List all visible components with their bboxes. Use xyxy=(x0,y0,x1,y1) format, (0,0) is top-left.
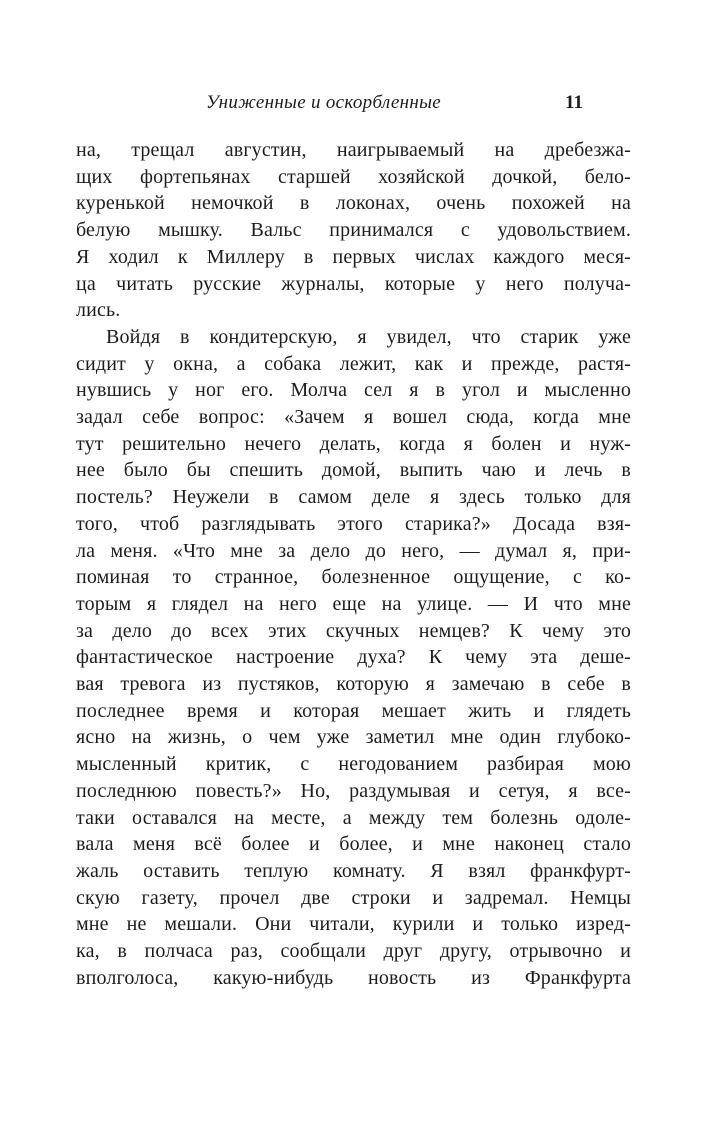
paragraph xyxy=(76,324,631,992)
text-line: Я ходил к Миллеру в первых числах каждого меся- xyxy=(76,245,631,268)
text-line: вала меня всё более и более, и мне наконец стало xyxy=(76,833,631,856)
text-line: белую мышку. Вальс принимался с удовольствием. xyxy=(76,219,631,242)
book-title: Униженные и оскорбленные xyxy=(206,92,441,113)
text-line: ла меня. «Что мне за дело до него, — думал я, при- xyxy=(76,539,631,562)
text-line: мне не мешали. Они читали, курили и только изред- xyxy=(76,913,631,936)
text-line: Войдя в кондитерскую, я увидел, что старик уже xyxy=(106,325,631,348)
text-line: щих фортепьянах старшей хозяйской дочкой, бело- xyxy=(76,165,631,188)
text-line: последнюю повесть?» Но, раздумывая и сетуя, я все- xyxy=(76,779,631,802)
text-line: того, чтоб разглядывать этого старика?» Досада взя- xyxy=(76,512,631,535)
text-line: мысленный критик, с негодованием разбирая мою xyxy=(76,753,631,776)
text-line: нее было бы спешить домой, выпить чаю и лечь в xyxy=(76,459,631,482)
text-line: лись. xyxy=(76,299,121,322)
running-head xyxy=(76,92,631,118)
text-line: жаль оставить теплую комнату. Я взял франкфурт- xyxy=(76,859,631,882)
text-line: тут решительно нечего делать, когда я болен и нуж- xyxy=(76,432,631,455)
page-body xyxy=(76,137,631,992)
paragraph xyxy=(76,137,631,324)
text-line: куренькой немочкой в локонах, очень похожей на xyxy=(76,192,631,215)
text-line: постель? Неужели в самом деле я здесь только для xyxy=(76,486,631,509)
text-line: поминая то странное, болезненное ощущение, с ко- xyxy=(76,566,631,589)
text-line: вполголоса, какую-нибудь новость из Франкфурта xyxy=(76,966,631,989)
text-line: задал себе вопрос: «Зачем я вошел сюда, когда мне xyxy=(76,406,631,429)
page-number: 11 xyxy=(565,92,583,113)
text-line: за дело до всех этих скучных немцев? К чему это xyxy=(76,619,631,642)
text-line: фантастическое настроение духа? К чему эта деше- xyxy=(76,646,631,669)
text-line: вая тревога из пустяков, которую я замечаю в себе в xyxy=(76,673,631,696)
text-line: скую газету, прочел две строки и задремал. Немцы xyxy=(76,886,631,909)
text-line: сидит у окна, а собака лежит, как и прежде, растя- xyxy=(76,352,631,375)
text-line: последнее время и которая мешает жить и глядеть xyxy=(76,699,631,722)
text-line: ясно на жизнь, о чем уже заметил мне один глубоко- xyxy=(76,726,631,749)
text-line: таки оставался на месте, а между тем болезнь одоле- xyxy=(76,806,631,829)
text-line: нувшись у ног его. Молча сел я в угол и мысленно xyxy=(76,379,631,402)
text-line: на, трещал августин, наигрываемый на дребезжа- xyxy=(76,139,631,161)
text-line: торым я глядел на него еще на улице. — И что мне xyxy=(76,592,631,615)
text-line: ца читать русские журналы, которые у него получа- xyxy=(76,272,631,295)
text-line: ка, в полчаса раз, сообщали друг другу, отрывочно и xyxy=(76,940,631,963)
